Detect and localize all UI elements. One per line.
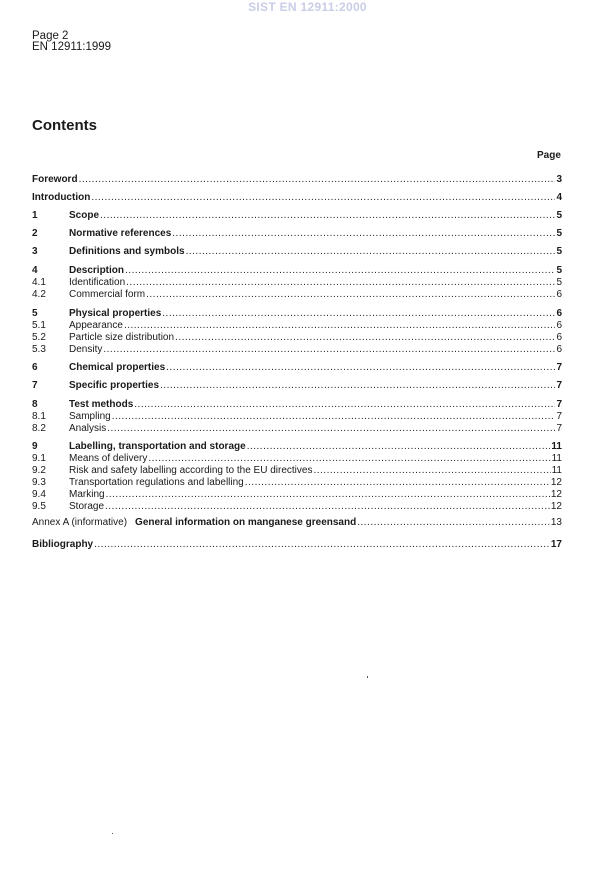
toc-entry-title: Scope: [69, 210, 100, 221]
toc-entry-foreword[interactable]: [32, 174, 562, 186]
toc-entry-page: 6: [556, 332, 562, 343]
toc-entry-annex-a[interactable]: [32, 517, 562, 529]
toc-entry-page: 6: [556, 344, 562, 355]
toc-leader: [100, 210, 555, 222]
toc-entry-number: 4.1: [32, 277, 46, 288]
toc-entry-title: Means of delivery: [69, 453, 148, 464]
annex-title: General information on manganese greensand: [135, 517, 357, 528]
toc-leader: [175, 332, 555, 344]
toc-entry-number: 9.4: [32, 489, 46, 500]
toc-entry-number: 5.3: [32, 344, 46, 355]
toc-entry-5-1[interactable]: [32, 320, 562, 332]
toc-entry-number: 7: [32, 380, 38, 391]
toc-leader: [247, 441, 551, 453]
toc-entry-number: 8.2: [32, 423, 46, 434]
toc-leader: [107, 423, 555, 435]
toc-entry-page: 11: [551, 441, 562, 452]
toc-leader: [162, 308, 555, 320]
toc-entry-number: 8.1: [32, 411, 46, 422]
toc-entry-9[interactable]: [32, 441, 562, 453]
toc-entry-number: 9.5: [32, 501, 46, 512]
toc-leader: [160, 380, 555, 392]
toc-entry-8-2[interactable]: [32, 423, 562, 435]
toc-leader: [126, 277, 555, 289]
toc-entry-title: Normative references: [69, 228, 172, 239]
toc-entry-page: 12: [550, 501, 562, 512]
annex-label: Annex A (informative): [32, 517, 128, 528]
toc-leader: [124, 320, 556, 332]
toc-entry-page: 5: [556, 277, 562, 288]
toc-entry-title: Definitions and symbols: [69, 246, 185, 257]
toc-leader: [146, 289, 555, 301]
toc-entry-4-1[interactable]: [32, 277, 562, 289]
toc-entry-9-4[interactable]: [32, 489, 562, 501]
toc-entry-title: Foreword: [32, 174, 78, 185]
toc-entry-page: 5: [556, 210, 562, 221]
toc-entry-title: Transportation regulations and labelling: [69, 477, 244, 488]
toc-leader: [148, 453, 550, 465]
toc-entry-title: Identification: [69, 277, 126, 288]
document-id: EN 12911:1999: [32, 41, 112, 53]
toc-entry-title: Marking: [69, 489, 105, 500]
toc-entry-page: 12: [550, 477, 562, 488]
contents-title: Contents: [32, 117, 97, 134]
toc-leader: [105, 501, 550, 513]
toc-entry-page: 5: [556, 246, 562, 257]
toc-entry-number: 6: [32, 362, 38, 373]
toc-entry-page: 7: [556, 399, 562, 410]
toc-entry-title: Analysis: [69, 423, 107, 434]
toc-entry-title: Sampling: [69, 411, 111, 422]
toc-entry-number: 5.1: [32, 320, 46, 331]
toc-entry-page: 3: [556, 174, 562, 185]
toc-entry-page: 5: [556, 265, 562, 276]
toc-entry-1[interactable]: [32, 210, 562, 222]
toc-entry-page: 6: [556, 308, 562, 319]
toc-leader: [166, 362, 555, 374]
toc-entry-number: 1: [32, 210, 38, 221]
toc-leader: [357, 517, 550, 529]
toc-entry-page: 12: [550, 489, 562, 500]
toc-entry-page: 7: [556, 362, 562, 373]
toc-entry-page: 7: [556, 423, 562, 434]
toc-entry-number: 9.2: [32, 465, 46, 476]
toc-entry-page: 17: [550, 539, 562, 550]
toc-entry-title: Bibliography: [32, 539, 94, 550]
toc-entry-title: Particle size distribution: [69, 332, 175, 343]
toc-entry-9-5[interactable]: [32, 501, 562, 513]
toc-entry-3[interactable]: [32, 246, 562, 258]
toc-entry-introduction[interactable]: [32, 192, 562, 204]
toc-entry-title: Test methods: [69, 399, 134, 410]
toc-entry-title: Physical properties: [69, 308, 162, 319]
toc-entry-9-3[interactable]: [32, 477, 562, 489]
toc-leader: [91, 192, 555, 204]
page-number: Page 2: [32, 30, 69, 42]
toc-entry-title: Commercial form: [69, 289, 146, 300]
toc-entry-page: 6: [556, 289, 562, 300]
toc-entry-page: 13: [550, 517, 562, 528]
toc-leader: [186, 246, 556, 258]
toc-leader: [94, 539, 550, 551]
toc-entry-9-1[interactable]: [32, 453, 562, 465]
toc-entry-page: 5: [556, 228, 562, 239]
toc-leader: [112, 411, 556, 423]
toc-entry-number: 2: [32, 228, 38, 239]
toc-entry-number: 4: [32, 265, 38, 276]
toc-entry-number: 5.2: [32, 332, 46, 343]
toc-entry-title: Chemical properties: [69, 362, 166, 373]
scan-speck: [367, 676, 368, 678]
toc-entry-7[interactable]: [32, 380, 562, 392]
toc-entry-5-2[interactable]: [32, 332, 562, 344]
toc-leader: [103, 344, 555, 356]
toc-entry-8[interactable]: [32, 399, 562, 411]
toc-entry-9-2[interactable]: [32, 465, 562, 477]
toc-entry-page: 4: [556, 192, 562, 203]
toc-entry-5[interactable]: [32, 308, 562, 320]
toc-entry-page: 11: [551, 453, 562, 464]
toc-entry-2[interactable]: [32, 228, 562, 240]
toc-entry-title: Specific properties: [69, 380, 160, 391]
toc-entry-page: 7: [556, 411, 562, 422]
toc-entry-page: 11: [551, 465, 562, 476]
toc-entry-page: 7: [556, 380, 562, 391]
toc-entry-6[interactable]: [32, 362, 562, 374]
watermark: SIST EN 12911:2000: [248, 0, 367, 14]
toc-entry-number: 9: [32, 441, 38, 452]
toc-entry-number: 3: [32, 246, 38, 257]
table-of-contents: [32, 0, 562, 876]
toc-leader: [79, 174, 556, 186]
toc-entry-number: 4.2: [32, 289, 46, 300]
toc-entry-bibliography[interactable]: [32, 539, 562, 551]
toc-entry-title: Introduction: [32, 192, 91, 203]
toc-leader: [134, 399, 555, 411]
page-column-heading: Page: [537, 150, 561, 161]
toc-entry-4-2[interactable]: [32, 289, 562, 301]
toc-entry-5-3[interactable]: [32, 344, 562, 356]
toc-entry-title: Density: [69, 344, 103, 355]
toc-entry-title: Risk and safety labelling according to the EU directives: [69, 465, 313, 476]
toc-entry-title: Description: [69, 265, 125, 276]
toc-leader: [313, 465, 550, 477]
scan-speck: [112, 833, 113, 834]
toc-entry-title: Appearance: [69, 320, 123, 331]
toc-entry-number: 5: [32, 308, 38, 319]
toc-leader: [245, 477, 550, 489]
toc-leader: [172, 228, 555, 240]
toc-entry-title: Storage: [69, 501, 105, 512]
toc-entry-number: 8: [32, 399, 38, 410]
toc-entry-8-1[interactable]: [32, 411, 562, 423]
toc-leader: [106, 489, 550, 501]
toc-entry-number: 9.3: [32, 477, 46, 488]
toc-entry-4[interactable]: [32, 265, 562, 277]
toc-leader: [125, 265, 555, 277]
toc-entry-page: 6: [556, 320, 562, 331]
toc-entry-title: Labelling, transportation and storage: [69, 441, 246, 452]
toc-entry-number: 9.1: [32, 453, 46, 464]
